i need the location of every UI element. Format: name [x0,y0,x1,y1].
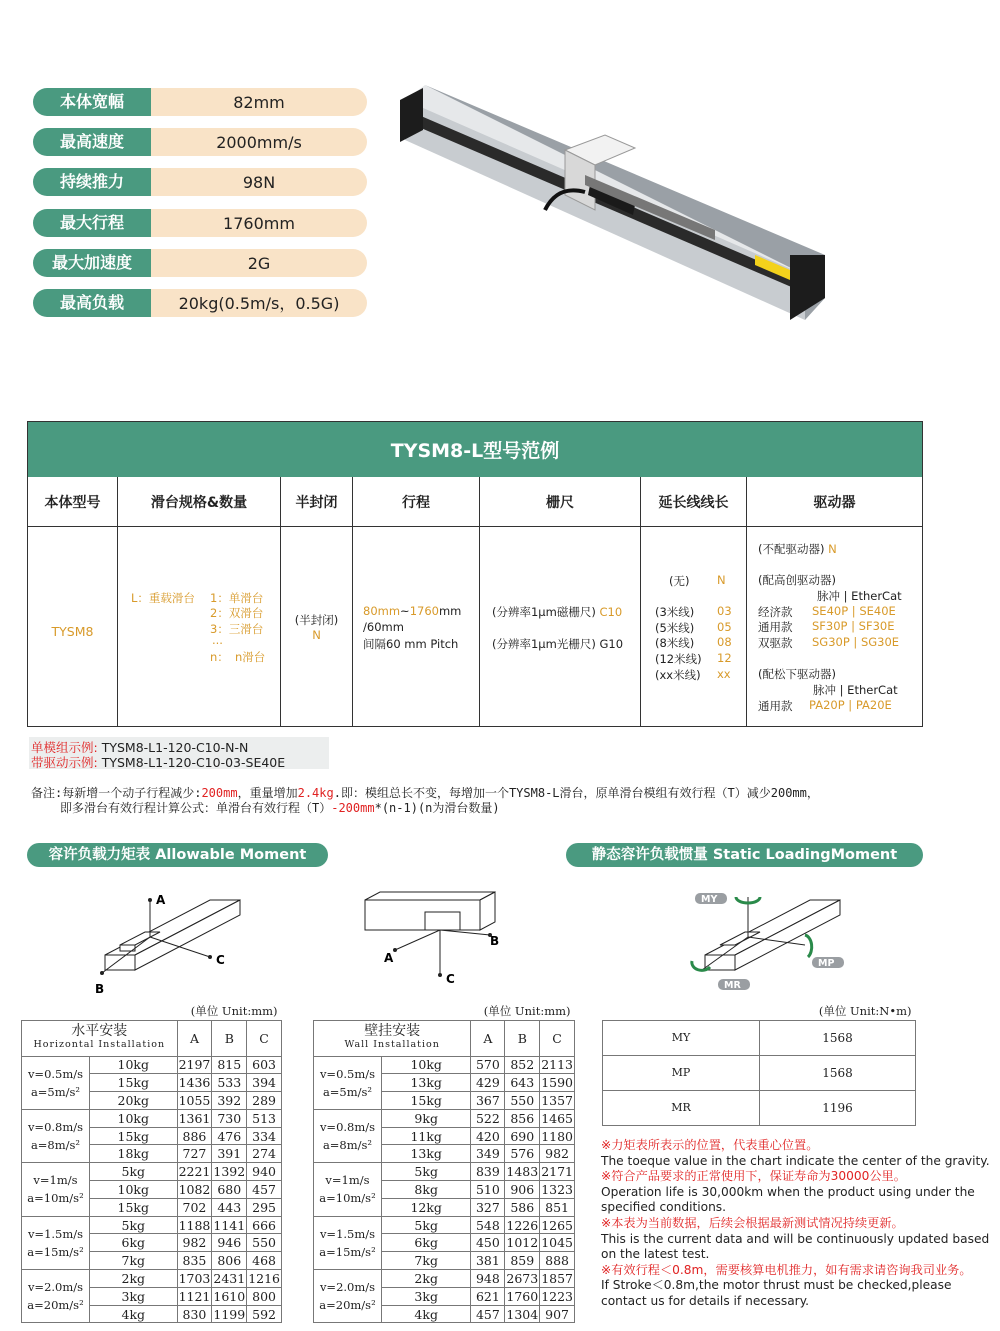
table-cell: 457 [247,1181,282,1199]
remark-p6: 即多滑台有效行程计算公式：单滑台有效行程（T） [60,800,332,815]
col-scale [479,477,640,726]
cable-code: 08 [717,635,732,649]
group-speed: v=1m/s [325,1173,370,1188]
table-cell: 888 [540,1252,575,1270]
table-cell: 835 [177,1252,212,1270]
table-cell: 8kg [382,1181,471,1199]
col-header: A [471,1020,505,1056]
table-row [603,1020,916,1055]
horizontal-moment-table [21,1002,282,1323]
table-cell: 367 [471,1092,505,1110]
table-cell: 851 [540,1198,575,1216]
model-table-title: TYSM8-L型号范例 [28,422,922,477]
wall-diagram [360,890,510,990]
group-accel: a=15m/s² [319,1244,376,1259]
table-cell: 1216 [248,1270,280,1286]
remark-p3: ，重量增加 [237,786,298,800]
table-cell: 586 [505,1198,540,1216]
driver-group-1-sub: 脉冲 | EtherCat [817,589,902,603]
spec-value: 1760mm [151,209,367,237]
header-stroke: 行程 [353,477,479,527]
example-drive-value: TYSM8-L1-120-C10-03-SE40E [101,755,286,770]
table-cell: 643 [505,1074,540,1092]
table-cell: 20kg [90,1092,178,1110]
unit-label: (单位 Unit:mm) [314,1002,575,1020]
table-cell: 349 [471,1145,505,1163]
note-cn: ※本表为当前数据，后续会根据最新测试情况持续更新。 [601,1215,904,1230]
col-header: A [177,1020,212,1056]
group-speed: v=0.8m/s [319,1120,376,1135]
cable-code: N [717,573,726,587]
table-cell: 592 [247,1305,282,1323]
group-accel: a=10m/s² [319,1191,376,1206]
table-cell: 9kg [382,1109,471,1127]
header-half-seal: 半封闭 [281,477,352,527]
table-cell: 815 [212,1056,247,1074]
col-half-seal [280,477,352,726]
cable-length: (8米线) [655,636,695,650]
table-cell: 839 [471,1163,505,1181]
table-cell: 548 [471,1216,505,1234]
table-cell: 15kg [90,1198,178,1216]
stroke-unit: mm [438,604,462,618]
table-cell: 468 [247,1252,282,1270]
cable-length: (xx米线) [655,668,701,682]
table-cell: 4kg [382,1305,471,1323]
table-cell: 730 [212,1109,247,1127]
note-en: The toeque value in the chart indicate the center of the gravity. [601,1153,990,1168]
header-cable: 延长线线长 [641,477,746,527]
table-cell: 1361 [178,1110,211,1126]
table-cell: 1304 [506,1306,539,1322]
spec-value: 20kg(0.5m/s，0.5G) [151,289,367,317]
note-en: If Stroke＜0.8m,the motor thrust must be checked,please contact us for details if necessary. [601,1278,952,1308]
table-cell: 5kg [90,1216,178,1234]
table-cell: 1180 [541,1128,573,1144]
table-cell: 1760 [506,1288,539,1304]
table-cell: 10kg [90,1109,178,1127]
cable-code: 12 [717,651,732,665]
table-cell: 7kg [90,1252,178,1270]
table-cell: 1392 [213,1164,246,1180]
table-cell: 391 [212,1145,247,1163]
table-cell: 5kg [382,1216,471,1234]
col-body-model [28,477,117,726]
label-mp: MP [818,958,835,969]
cable-length: (12米线) [655,652,702,666]
table-cell: 2221 [178,1164,211,1180]
remark-p5: .即：模组总长不变，每增加一个TYSM8-L滑台，原单滑台模组有效行程（T）减少200mm， [333,786,819,800]
table-cell: 443 [212,1198,247,1216]
table-cell: 1610 [213,1288,246,1304]
table-cell: 702 [177,1198,212,1216]
slider-l: L：重载滑台 [131,591,195,605]
example-drive [31,753,285,771]
group-accel: a=5m/s² [30,1084,81,1099]
table-cell: 2431 [213,1270,246,1286]
label-mr: MR [724,980,741,991]
table-cell: 12kg [382,1198,471,1216]
moment-value: 1568 [760,1055,916,1090]
table-cell: 334 [247,1127,282,1145]
table-cell: 1703 [178,1270,211,1286]
spec-row [33,249,367,277]
diagram-w-c: C [446,972,455,986]
scale-optical: (分辨率1μm光栅尺) [492,637,596,651]
notes [601,1138,991,1310]
group-accel: a=10m/s² [27,1191,84,1206]
table-cell: 11kg [382,1127,471,1145]
table-cell: 5kg [90,1163,178,1181]
diagram-h-a: A [156,893,166,907]
moment-value: 1568 [760,1020,916,1055]
stroke-max: 1760 [409,604,439,618]
table-cell: 327 [471,1198,505,1216]
table-cell: 392 [212,1092,247,1110]
spec-row [33,168,367,196]
table-cell: 982 [177,1234,212,1252]
table-cell: 1323 [541,1181,573,1197]
table-cell: 4kg [90,1305,178,1323]
half-seal-label: (半封闭) [294,613,339,627]
col-header: C [247,1020,282,1056]
slider-3: 3：三滑台 [210,622,264,636]
group-speed: v=1.5m/s [27,1226,84,1241]
col-header: C [540,1020,575,1056]
spec-label: 本体宽幅 [33,88,151,116]
table-cell: 10kg [90,1056,178,1074]
driver-g2-r1-label: 通用款 [758,699,793,713]
driver-g1-r1-value: SE40P | SE40E [812,604,896,618]
remark-p2: 200mm [201,786,238,800]
group-speed: v=2.0m/s [27,1280,84,1295]
install-subtitle: Wall Installation [344,1039,440,1050]
spec-label: 最大加速度 [33,249,151,277]
group-accel: a=8m/s² [30,1138,81,1153]
wall-moment-table [313,1002,575,1323]
table-cell: 450 [471,1234,505,1252]
remark-p8: *(n-1)(n为滑台数量) [374,800,500,815]
cable-code: 05 [717,620,732,634]
cable-length: (5米线) [655,621,695,635]
spec-label: 最大行程 [33,209,151,237]
slider-n: n： [210,650,229,664]
slider-2: 2：双滑台 [210,606,264,620]
table-row [603,1090,916,1125]
table-cell: 522 [471,1109,505,1127]
table-cell: 2113 [541,1057,573,1073]
spec-row [33,289,367,317]
table-row [314,1056,575,1074]
table-cell: 15kg [382,1092,471,1110]
spec-value: 2000mm/s [151,128,367,156]
header-body-model: 本体型号 [28,477,117,527]
cable-code: 03 [717,604,732,618]
unit-label: (单位 Unit:N•m) [603,1002,916,1020]
group-speed: v=1.5m/s [319,1226,376,1241]
group-speed: v=2.0m/s [319,1280,376,1295]
col-driver [746,477,922,726]
static-moment-table [602,1002,916,1126]
group-speed: v=0.5m/s [319,1066,376,1081]
table-cell: 1226 [506,1217,539,1233]
table-cell: 1121 [178,1288,211,1304]
horizontal-diagram [90,885,250,995]
table-cell: 533 [212,1074,247,1092]
driver-group-2: (配松下驱动器) [758,667,836,681]
table-cell: 5kg [382,1163,471,1181]
header-driver: 驱动器 [747,477,922,527]
table-row [314,1270,575,1288]
note-en: This is the current data and will be continuously updated based on the latest test. [601,1231,990,1262]
table-cell: 1082 [178,1181,211,1197]
spec-value: 82mm [151,88,367,116]
spec-row [33,88,367,116]
section-static-loading: 静态容许负载惯量 Static LoadingMoment [566,843,923,867]
remark [31,786,991,815]
label-my: MY [701,894,718,905]
table-cell: 948 [471,1270,505,1288]
table-cell: 576 [505,1145,540,1163]
table-cell: 570 [471,1056,505,1074]
table-cell: 621 [471,1287,505,1305]
table-cell: 1055 [178,1092,211,1108]
spec-value: 98N [151,168,367,196]
stroke-sep: ~ [400,604,410,618]
table-cell: 1045 [541,1235,573,1251]
table-cell: 800 [247,1287,282,1305]
col-header: B [212,1020,247,1056]
table-cell: 476 [212,1127,247,1145]
table-cell: 856 [505,1109,540,1127]
col-slider [117,477,280,726]
slider-dots: ... [212,633,223,647]
table-cell: 1436 [178,1075,211,1091]
table-cell: 429 [471,1074,505,1092]
group-speed: v=0.5m/s [27,1066,84,1081]
table-cell: 886 [177,1127,212,1145]
table-cell: 727 [177,1145,212,1163]
table-cell: 2197 [178,1057,211,1073]
group-accel: a=20m/s² [319,1298,376,1313]
stroke-min: 80mm [363,604,401,618]
col-cable [640,477,746,726]
table-cell: 1357 [541,1092,573,1108]
install-title: 水平安装 [71,1023,128,1039]
spec-label: 持续推力 [33,168,151,196]
note-cn: ※力矩表所表示的位置，代表重心位置。 [601,1138,819,1152]
driver-g1-r2-value: SF30P | SF30E [812,619,895,633]
table-cell: 381 [471,1252,505,1270]
group-speed: v=1m/s [33,1173,78,1188]
diagram-h-c: C [216,953,225,967]
spec-row [33,209,367,237]
cable-code: xx [717,667,731,681]
header-scale: 栅尺 [480,477,640,527]
table-cell: 295 [247,1198,282,1216]
table-cell: 550 [505,1092,540,1110]
half-seal-code: N [312,628,321,642]
col-header: B [505,1020,540,1056]
slider-n-label: n滑台 [235,650,266,664]
table-cell: 1857 [541,1270,573,1286]
col-stroke [352,477,479,726]
header-slider: 滑台规格&数量 [118,477,280,527]
section-allowable-moment: 容许负载力矩表 Allowable Moment [27,843,328,867]
remark-p4: 2.4kg [297,786,334,800]
table-cell: 457 [471,1305,505,1323]
moment-name: MY [603,1020,760,1055]
diagram-w-b: B [490,934,500,948]
table-cell: 946 [212,1234,247,1252]
table-cell: 513 [247,1109,282,1127]
driver-none-code: N [828,542,837,556]
table-cell: 982 [540,1145,575,1163]
table-cell: 550 [247,1234,282,1252]
driver-group-2-sub: 脉冲 | EtherCat [813,683,898,697]
table-cell: 394 [247,1074,282,1092]
group-speed: v=0.8m/s [27,1120,84,1135]
table-cell: 906 [505,1181,540,1199]
diagram-h-b: B [95,982,105,995]
table-cell: 2kg [90,1270,178,1288]
driver-g1-r1-label: 经济款 [758,605,793,619]
table-cell: 907 [540,1305,575,1323]
spec-label: 最高速度 [33,128,151,156]
group-accel: a=8m/s² [322,1138,373,1153]
spec-row [33,128,367,156]
table-cell: 510 [471,1181,505,1199]
diagram-w-a: A [384,951,394,965]
driver-g1-r2-label: 通用款 [758,620,793,634]
body-model-value: TYSM8 [51,624,94,639]
stroke-pitch: 间隔60 mm Pitch [363,637,459,651]
stroke-step: /60mm [363,620,404,634]
table-row [603,1055,916,1090]
table-cell: 274 [247,1145,282,1163]
table-cell: 6kg [90,1234,178,1252]
table-cell: 13kg [382,1145,471,1163]
group-accel: a=15m/s² [27,1244,84,1259]
note-cn: ※有效行程＜0.8m，需要核算电机推力，如有需求请咨询我司业务。 [601,1262,972,1277]
table-cell: 806 [212,1252,247,1270]
note-cn: ※符合产品要求的正常使用下，保证寿命为30000公里。 [601,1169,906,1184]
example-single-label: 单模组示例: [31,740,98,755]
driver-g1-r3-label: 双驱款 [758,636,793,650]
moment-name: MP [603,1055,760,1090]
table-cell: 10kg [90,1181,178,1199]
table-cell: 2673 [506,1270,539,1286]
table-cell: 1188 [178,1217,211,1233]
table-cell: 2kg [382,1270,471,1288]
driver-group-1: (配高创驱动器) [758,573,836,587]
table-cell: 13kg [382,1074,471,1092]
table-cell: 680 [212,1181,247,1199]
table-cell: 666 [247,1216,282,1234]
table-cell: 18kg [90,1145,178,1163]
model-example-table [27,421,923,727]
table-row [314,1216,575,1234]
table-row [22,1109,282,1127]
driver-g2-r1-value: PA20P | PA20E [809,698,892,712]
cable-length: (3米线) [655,605,695,619]
table-cell: 1265 [541,1217,573,1233]
install-title: 壁挂安装 [364,1023,421,1039]
example-drive-label: 带驱动示例: [31,755,98,770]
table-cell: 1012 [506,1235,539,1251]
group-accel: a=5m/s² [322,1084,373,1099]
table-cell: 859 [505,1252,540,1270]
scale-magnetic-code: C10 [599,605,623,619]
spec-value: 2G [151,249,367,277]
driver-none: (不配驱动器) [758,542,825,556]
table-cell: 420 [471,1127,505,1145]
table-cell: 10kg [382,1056,471,1074]
table-cell: 1199 [213,1306,246,1322]
table-cell: 940 [247,1163,282,1181]
table-cell: 2171 [541,1164,573,1180]
scale-magnetic: (分辨率1μm磁栅尺) [492,605,596,619]
install-subtitle: Horizontal Installation [33,1039,166,1050]
moment-name: MR [603,1090,760,1125]
table-cell: 690 [505,1127,540,1145]
table-cell: 15kg [90,1127,178,1145]
unit-label: (单位 Unit:mm) [22,1002,282,1020]
slider-1: 1：单滑台 [210,591,264,605]
note-en: Operation life is 30,000km when the product using under the specified conditions. [601,1184,975,1215]
scale-optical-code: G10 [599,637,624,651]
table-cell: 852 [505,1056,540,1074]
moment-value: 1196 [760,1090,916,1125]
table-cell: 1141 [213,1217,246,1233]
table-cell: 1465 [541,1110,573,1126]
cable-length: (无) [669,574,690,588]
table-row [314,1163,575,1181]
table-cell: 1223 [541,1288,573,1304]
table-row [22,1270,282,1288]
table-cell: 603 [247,1056,282,1074]
static-moment-diagram [680,885,850,995]
table-cell: 830 [177,1305,212,1323]
table-cell: 3kg [90,1287,178,1305]
remark-p1: 备注:每新增一个动子行程减少: [31,786,202,800]
table-cell: 15kg [90,1074,178,1092]
table-row [22,1216,282,1234]
table-cell: 7kg [382,1252,471,1270]
remark-p7: -200mm [331,800,375,815]
table-row [22,1056,282,1074]
table-cell: 3kg [382,1287,471,1305]
table-cell: 1590 [541,1075,573,1091]
driver-g1-r3-value: SG30P | SG30E [812,635,900,649]
table-cell: 289 [247,1092,282,1110]
example-single-value: TYSM8-L1-120-C10-N-N [101,740,249,755]
group-accel: a=20m/s² [27,1298,84,1313]
spec-label: 最高负载 [33,289,151,317]
table-row [314,1109,575,1127]
linear-module-image [395,80,830,330]
table-cell: 1483 [506,1164,539,1180]
table-row [22,1163,282,1181]
table-cell: 6kg [382,1234,471,1252]
